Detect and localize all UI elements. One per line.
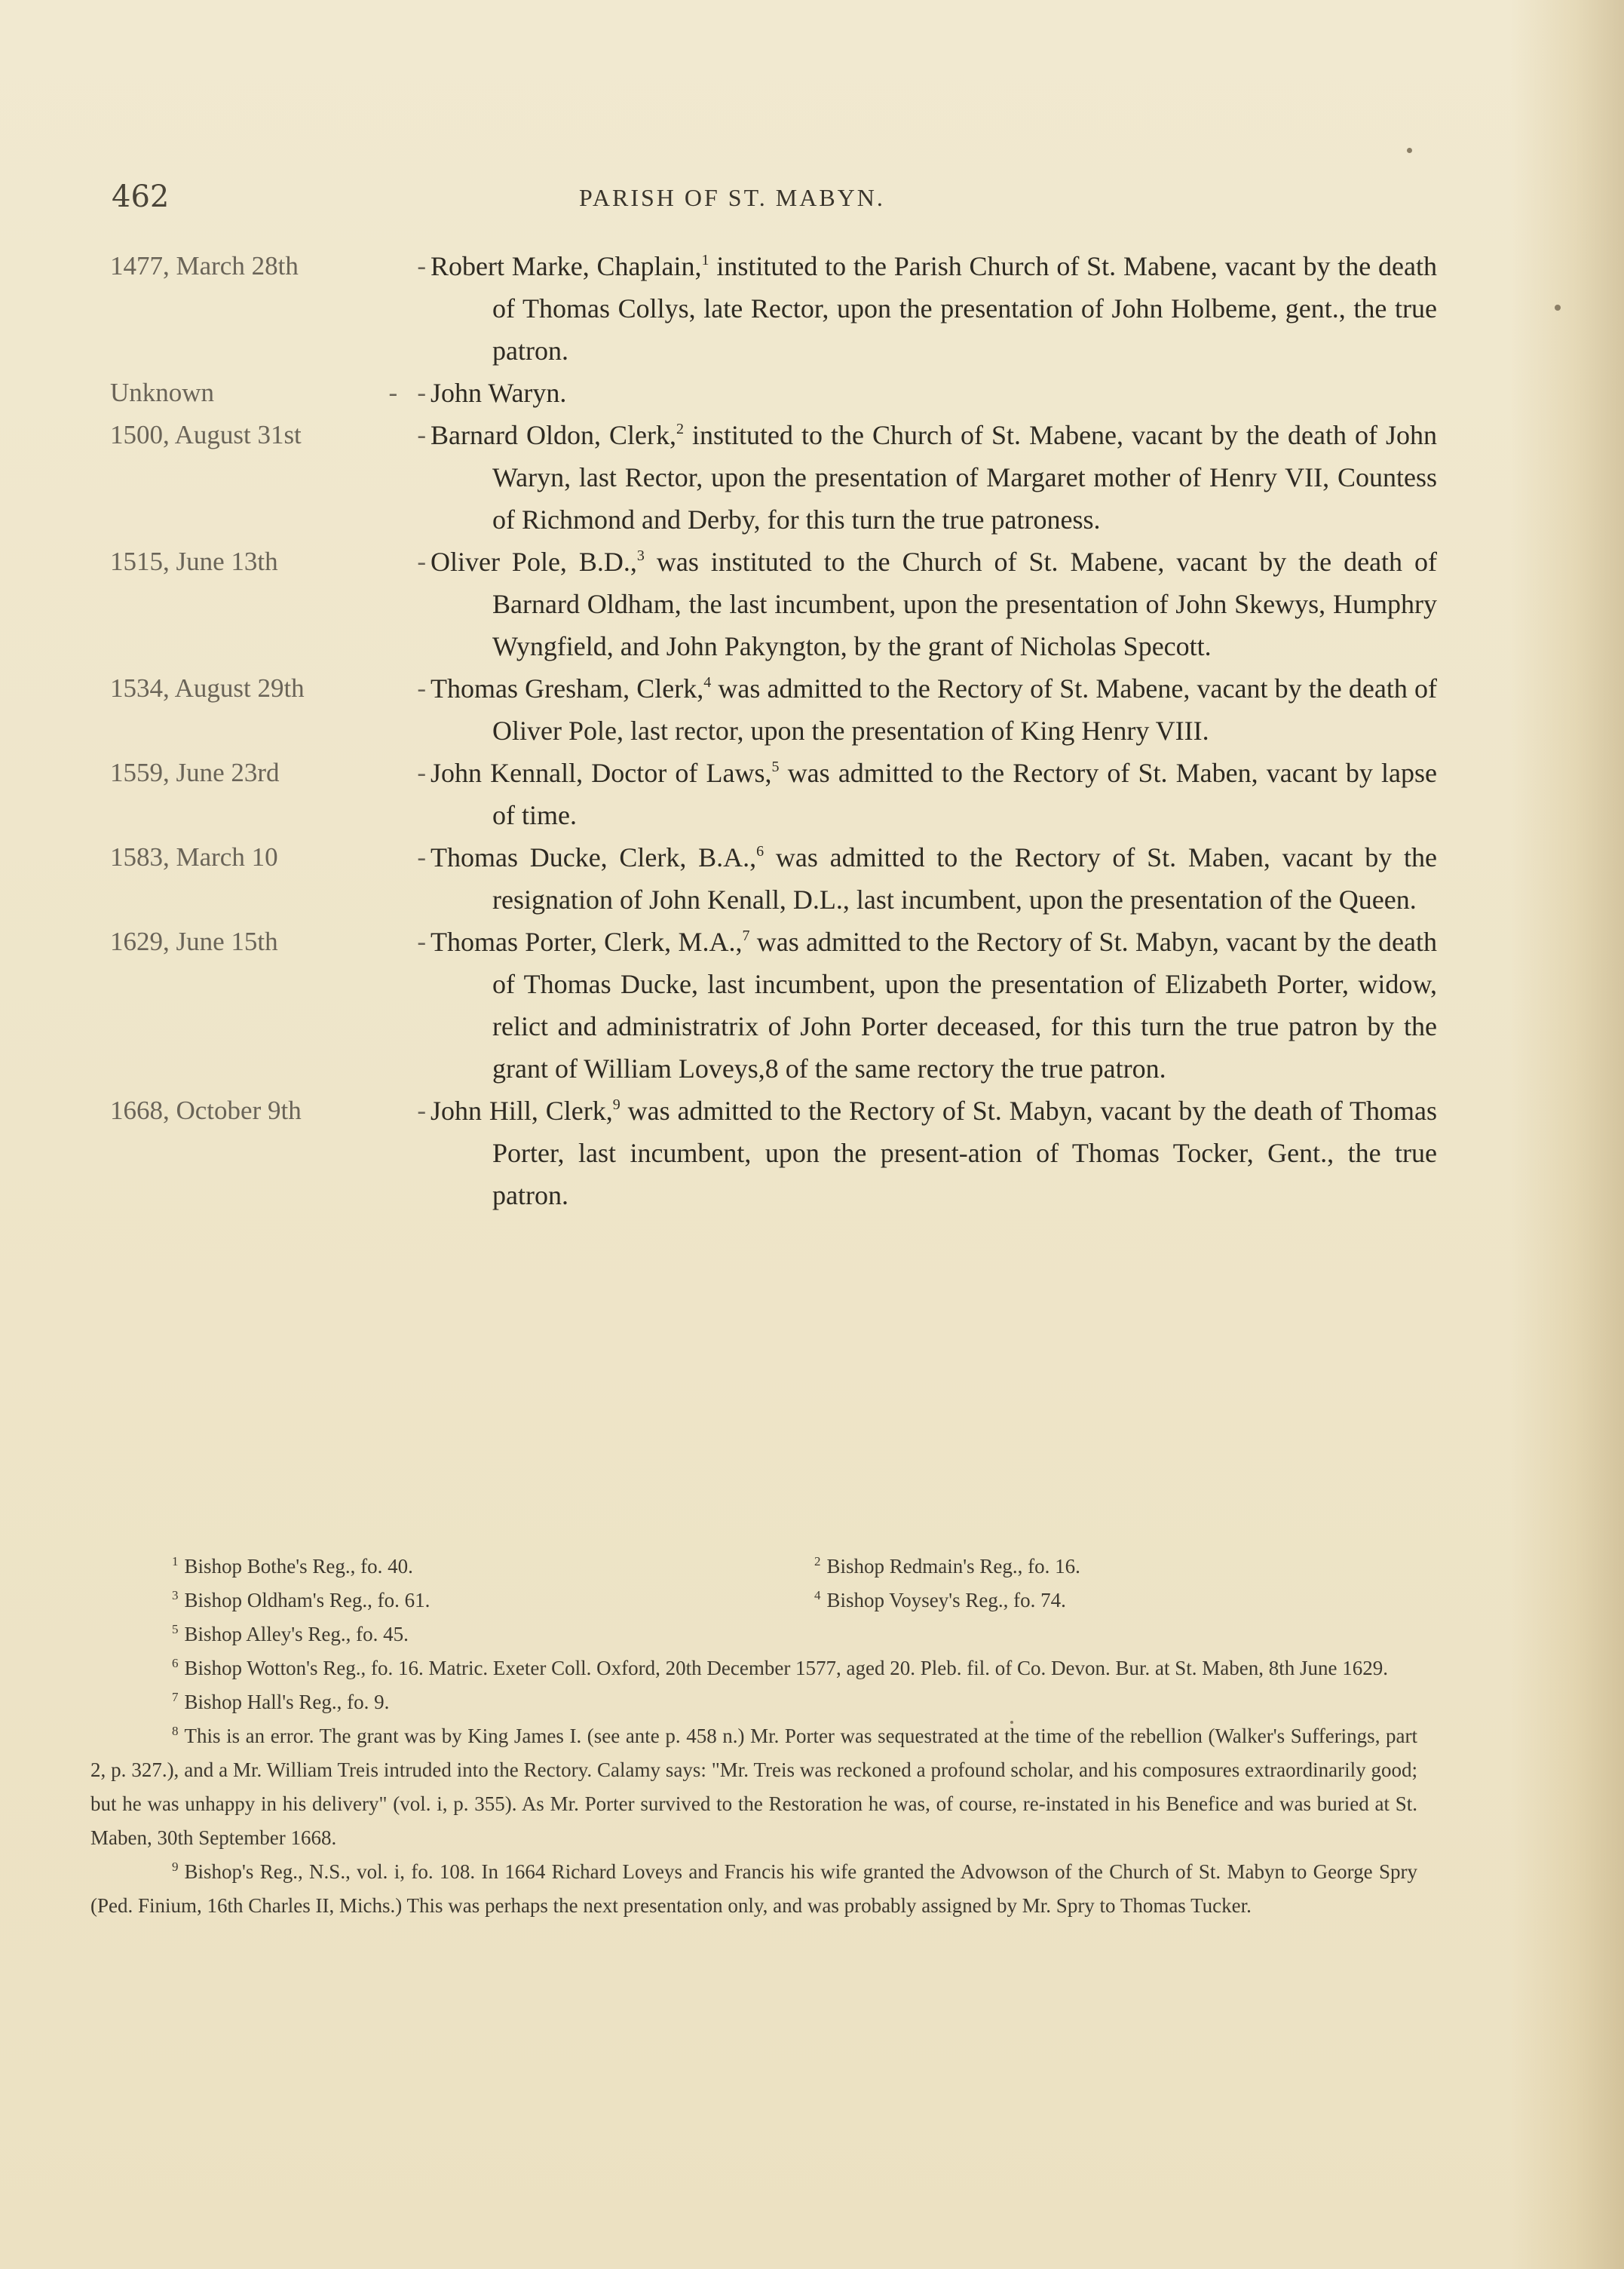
list-item [110, 752, 1437, 836]
footnote-8 [90, 1719, 1417, 1855]
entry-text [431, 372, 1437, 414]
entry-date-text: 1534, August 29th [110, 673, 305, 703]
entry-date-text: 1500, August 31st [110, 420, 302, 449]
entry-date [110, 752, 431, 794]
entry-body: was admitted to the Rectory of St. Mabene, vacant by the death of Oliver Pole, last rector, upon the presentation of King Henry VIII. [492, 673, 1438, 746]
list-item [110, 372, 1437, 414]
footnote-text: Bishop's Reg., N.S., vol. i, fo. 108. In 1664 Richard Loveys and Francis his wife granted the Advowson of the Church of St. Mabyn to George Spry (Ped. Finium, 16th Charles II, Michs.) This was perhaps the next presentation only, and was probably assigned by Mr. Spry to Thomas Tucker. [90, 1860, 1417, 1917]
footnote-4 [814, 1584, 1417, 1617]
running-title: PARISH OF ST. MABYN. [579, 184, 885, 211]
footnote-text: Bishop Hall's Reg., fo. 9. [184, 1691, 390, 1713]
list-item [110, 541, 1437, 667]
footnote-mark: 8 [172, 1724, 179, 1738]
entry-dash: - [417, 547, 426, 576]
entry-date-text: 1515, June 13th [110, 547, 278, 576]
footnote-ref: 7 [742, 928, 750, 944]
entry-date [110, 541, 431, 583]
ink-speck [1555, 305, 1561, 311]
entry-name: Robert Marke, Chaplain, [431, 251, 702, 281]
entry-date-text: 1629, June 15th [110, 927, 278, 956]
footnote-mark: 3 [172, 1588, 179, 1602]
entry-text [431, 836, 1437, 921]
footnote-6 [90, 1651, 1417, 1685]
list-item [110, 414, 1437, 541]
entry-dash: - [417, 251, 426, 281]
entry-body: was instituted to the Church of St. Mabene, vacant by the death of Barnard Oldham, the last incumbent, upon the presentation of John Skewys, Humphry Wyngfield, and John Pakyngton, by the grant of Nicholas Specott. [492, 547, 1437, 661]
entry-text [431, 667, 1437, 752]
entry-date-text: 1668, October 9th [110, 1096, 302, 1125]
entry-date [110, 414, 431, 456]
list-item [110, 921, 1437, 1090]
list-item [110, 245, 1437, 372]
entry-date [110, 667, 431, 710]
footnote-ref: 2 [676, 421, 684, 437]
footnote-text: Bishop Alley's Reg., fo. 45. [184, 1623, 409, 1645]
entry-text [431, 1090, 1437, 1216]
entry-date-text: 1559, June 23rd [110, 758, 280, 787]
footnote-7 [90, 1685, 1417, 1719]
entry-name: John Waryn. [431, 378, 567, 408]
entry-dash: - [417, 1096, 426, 1125]
footnote-1 [90, 1550, 814, 1584]
footnote-ref: 9 [612, 1096, 620, 1113]
footnote-text: Bishop Oldham's Reg., fo. 61. [184, 1589, 431, 1611]
entry-dash: - [417, 927, 426, 956]
entry-name: Thomas Ducke, Clerk, B.A., [431, 842, 757, 872]
entry-date-text: 1583, March 10 [110, 842, 278, 872]
footnote-row [90, 1550, 1417, 1584]
footnote-ref: 1 [701, 252, 709, 268]
footnote-ref: 5 [771, 759, 780, 775]
list-item [110, 1090, 1437, 1216]
entry-name: John Hill, Clerk, [431, 1096, 613, 1126]
entry-date [110, 1090, 431, 1132]
list-item [110, 667, 1437, 752]
entry-dash: - [417, 673, 426, 703]
footnote-mark: 2 [814, 1554, 821, 1568]
footnote-text: Bishop Bothe's Reg., fo. 40. [184, 1555, 413, 1578]
entry-text [431, 245, 1437, 372]
entry-body: instituted to the Parish Church of St. Mabene, vacant by the death of Thomas Collys, late Rector, upon the presentation of John Holbeme, gent., the true patron. [492, 251, 1438, 366]
footnote-mark: 9 [172, 1860, 179, 1874]
footnote-mark: 4 [814, 1588, 821, 1602]
entry-date-text: Unknown [110, 378, 215, 407]
entry-text [431, 921, 1437, 1090]
entry-body: was admitted to the Rectory of St. Maben, vacant by lapse of time. [492, 758, 1438, 830]
entry-dash: - - [388, 378, 426, 407]
entry-date [110, 836, 431, 878]
footnote-text: Bishop Voysey's Reg., fo. 74. [826, 1589, 1066, 1611]
footnote-mark: 6 [172, 1656, 179, 1670]
footnote-ref: 6 [756, 843, 765, 860]
entry-text [431, 414, 1437, 541]
page-number: 462 [112, 179, 170, 214]
incumbents-list [110, 245, 1437, 1216]
footnote-mark: 1 [172, 1554, 179, 1568]
entry-name: Barnard Oldon, Clerk, [431, 420, 676, 450]
entry-name: Oliver Pole, B.D., [431, 547, 637, 577]
entry-name: Thomas Gresham, Clerk, [431, 673, 704, 704]
footnote-5 [90, 1617, 814, 1651]
page-header [112, 179, 1408, 225]
entry-body: was admitted to the Rectory of St. Mabyn, vacant by the death of Thomas Porter, last incumbent, upon the present-ation of Thomas Tocker, Gent., the true patron. [492, 1096, 1437, 1210]
entry-date [110, 921, 431, 963]
entry-body: was admitted to the Rectory of St. Mabyn, vacant by the death of Thomas Ducke, last incumbent, upon the presentation of Elizabeth Porter, widow, relict and administratrix of John Porter deceased, for this turn the true patron by the grant of William Loveys,8 of the same rectory the true patron. [492, 927, 1437, 1084]
footnote-ref: 4 [703, 674, 712, 691]
footnote-text: Bishop Redmain's Reg., fo. 16. [826, 1555, 1080, 1578]
footnote-9 [90, 1855, 1417, 1923]
entry-text [431, 752, 1437, 836]
footnote-mark: 5 [172, 1622, 179, 1636]
entry-text [431, 541, 1437, 667]
ink-speck [1407, 148, 1412, 153]
entry-dash: - [417, 420, 426, 449]
entry-name: John Kennall, Doctor of Laws, [431, 758, 772, 788]
entry-body: instituted to the Church of St. Mabene, vacant by the death of John Waryn, last Rector, upon the presentation of Margaret mother of Henry VII, Countess of Richmond and Derby, for this turn the true patroness. [492, 420, 1438, 535]
entry-date [110, 245, 431, 287]
footnote-row [90, 1617, 1417, 1651]
footnote-text: Bishop Wotton's Reg., fo. 16. Matric. Exeter Coll. Oxford, 20th December 1577, aged 20. Pleb. fil. of Co. Devon. Bur. at St. Maben, 8th June 1629. [184, 1657, 1388, 1679]
entry-date [110, 372, 431, 414]
entry-name: Thomas Porter, Clerk, M.A., [431, 927, 743, 957]
footnote-row [90, 1584, 1417, 1617]
footnote-ref: 3 [636, 547, 645, 564]
footnotes [90, 1550, 1417, 1923]
entry-dash: - [417, 758, 426, 787]
footnote-text: This is an error. The grant was by King James I. (see ante p. 458 n.) Mr. Porter was sequestrated at the time of the rebellion (Walker's Sufferings, part 2, p. 327.), and a Mr. William Treis intruded into the Rectory. Calamy says: "Mr. Treis was reckoned a profound scholar, and his composures extraordinarily good; but he was unhappy in his delivery" (vol. i, p. 355). As Mr. Porter survived to the Restoration he was, of course, re-instated in his Benefice and was buried at St. Maben, 30th September 1668. [90, 1725, 1417, 1849]
entry-body: was admitted to the Rectory of St. Maben, vacant by the resignation of John Kenall, D.L., last incumbent, upon the presentation of the Queen. [492, 842, 1437, 915]
list-item [110, 836, 1437, 921]
footnote-3 [90, 1584, 814, 1617]
footnote-mark: 7 [172, 1690, 179, 1704]
footnote-2 [814, 1550, 1417, 1584]
entry-date-text: 1477, March 28th [110, 251, 299, 281]
entry-dash: - [417, 842, 426, 872]
